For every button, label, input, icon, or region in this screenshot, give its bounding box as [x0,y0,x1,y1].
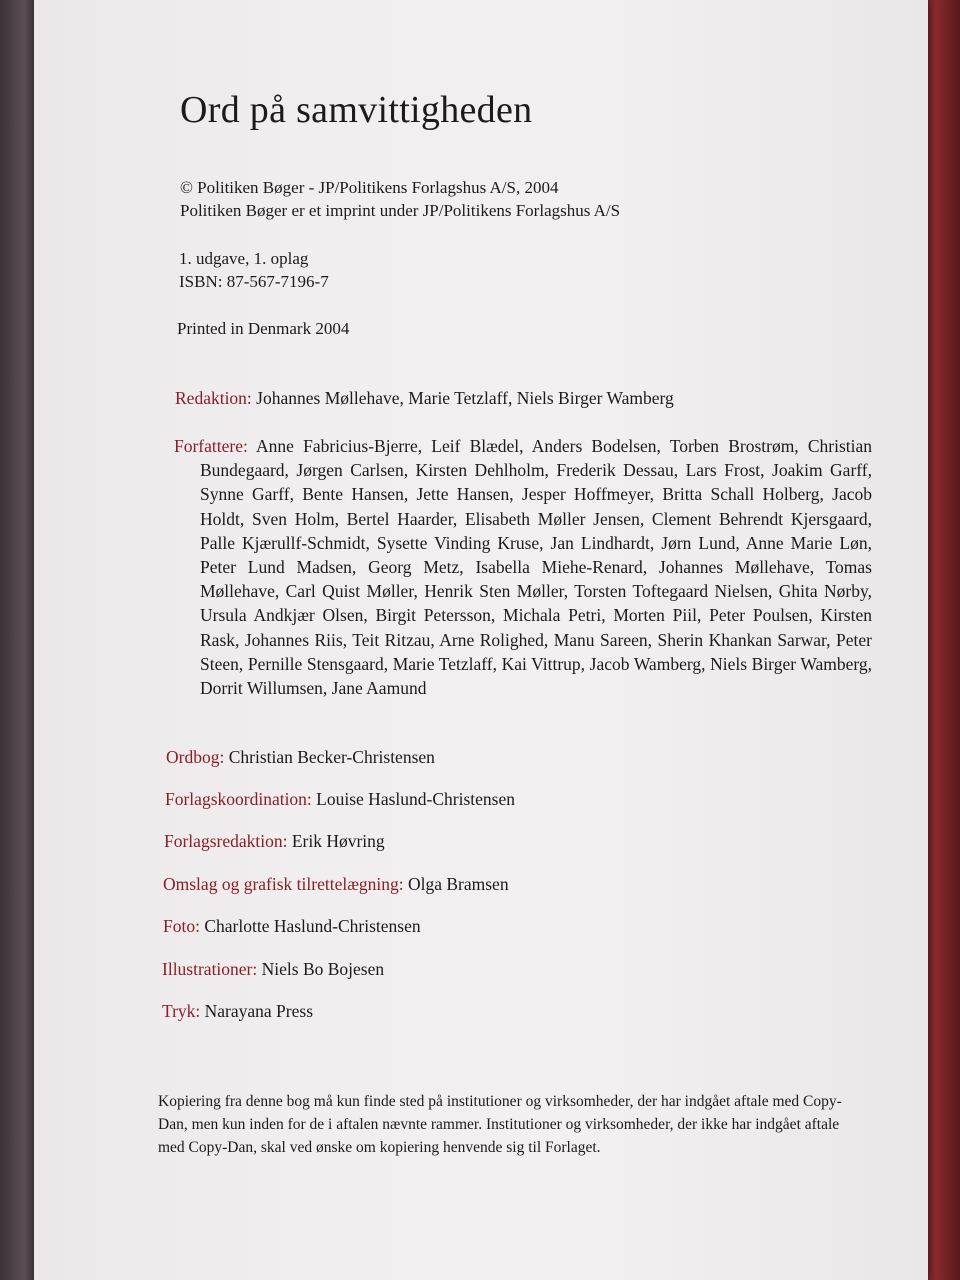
credit-label: Forlagskoordination: [165,789,312,809]
credit-value: Narayana Press [200,1001,313,1021]
credit-label: Forfattere: [174,436,248,456]
credit-label: Illustrationer: [162,959,258,979]
credit-forlagskoordination [165,788,515,811]
credit-illustrationer [162,958,384,981]
edition-line: 1. udgave, 1. oplag [179,249,309,268]
printed-block [177,317,349,340]
credit-value: Christian Becker-Christensen [224,747,435,767]
credit-label: Forlagsredaktion: [164,831,288,851]
credit-value: Niels Bo Bojesen [257,959,385,979]
copyright-line: © Politiken Bøger - JP/Politikens Forlagshus A/S, 2004 [180,178,559,197]
book-page [34,0,928,1280]
book-title: Ord på samvittigheden [180,89,533,131]
copyright-block [180,176,620,222]
credit-forlagsredaktion [164,830,385,853]
credit-label: Redaktion: [175,388,252,408]
imprint-line: Politiken Bøger er et imprint under JP/Politikens Forlagshus A/S [180,201,621,220]
credit-forfattere [174,434,872,700]
credit-value: Louise Haslund-Christensen [311,789,515,809]
credit-value: Anne Fabricius-Bjerre, Leif Blædel, Anders Bodelsen, Torben Brostrøm, Christian Bundegaard, Jørgen Carlsen, Kirsten Dehlholm, Frederik Dessau, Lars Frost, Joakim Garff, Synne Garff, Bente Hansen, Jette Hansen, Jesper Hoffmeyer, Britta Schall Holberg, Jacob Holdt, Sven Holm, Bertel Haarder, Elisabeth Møller Jensen, Clement Behrendt Kjersgaard, Palle Kjærullf-Schmidt, Sysette Vinding Kruse, Jan Lindhardt, Jørn Lund, Anne Marie Løn, Peter Lund Madsen, Georg Metz, Isabella Miehe-Renard, Johannes Møllehave, Tomas Møllehave, Carl Quist Møller, Henrik Sten Møller, Torsten Toftegaard Nielsen, Ghita Nørby, Ursula Andkjær Olsen, Birgit Petersson, Michala Petri, Morten Piil, Peter Poulsen, Kirsten Rask, Johannes Riis, Teit Ritzau, Arne Rolighed, Manu Sareen, Sherin Khankan Sarwar, Peter Steen, Pernille Stensgaard, Marie Tetzlaff, Kai Vittrup, Jacob Wamberg, Niels Birger Wamberg, Dorrit Willumsen, Jane Aamund [200,436,872,699]
credit-label: Ordbog: [166,747,225,767]
credit-value: Charlotte Haslund-Christensen [199,916,421,936]
credit-ordbog [166,746,435,769]
edition-block [179,247,329,293]
copy-dan-notice: Kopiering fra denne bog må kun finde sted på institutioner og virksomheder, der har indgået aftale med Copy-Dan, men kun inden for de i aftalen nævnte rammer. Institutioner og virksomheder, der ikke har indgået aftale med Copy-Dan, skal ved ønske om kopiering henvende sig til Forlaget. [158,1092,842,1156]
isbn-line: ISBN: 87-567-7196-7 [179,272,329,291]
credit-label: Foto: [163,916,200,936]
credit-value: Olga Bramsen [403,874,509,894]
credit-value: Johannes Møllehave, Marie Tetzlaff, Niels Birger Wamberg [251,388,674,408]
credit-redaktion [175,387,674,410]
credit-value: Erik Høvring [287,831,385,851]
credit-omslag [163,873,509,896]
credit-label: Omslag og grafisk tilrettelægning: [163,874,404,894]
credit-foto [163,915,421,938]
credit-label: Tryk: [162,1001,201,1021]
printed-line: Printed in Denmark 2004 [177,319,350,338]
credit-tryk [162,1000,313,1023]
